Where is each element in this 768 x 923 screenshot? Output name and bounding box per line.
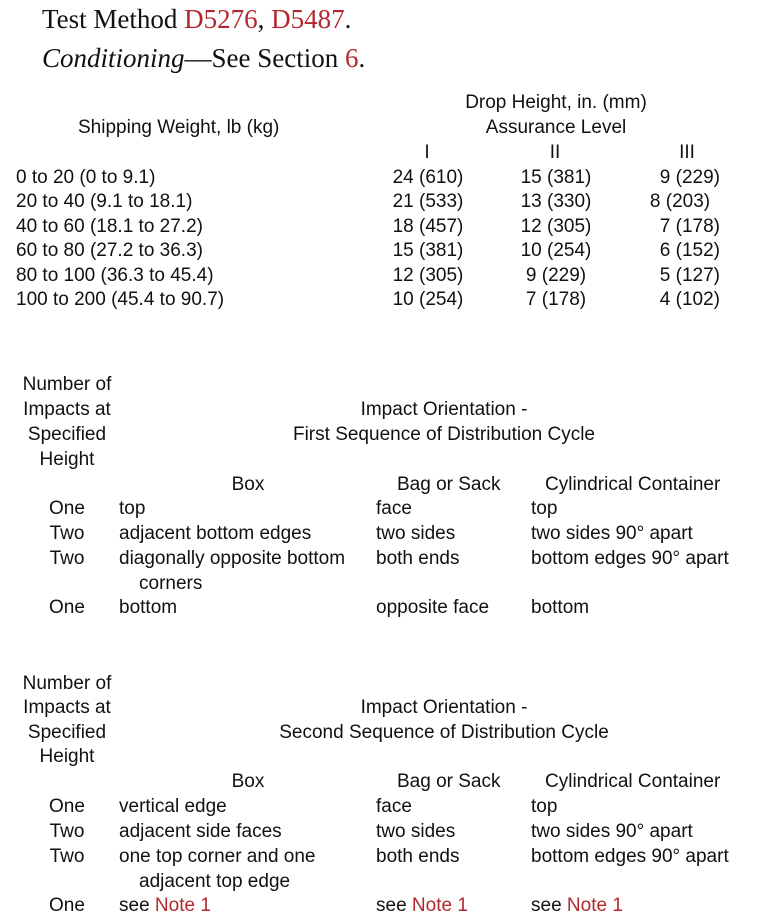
level-header: II bbox=[549, 142, 561, 163]
level2-cell: 13 (330) bbox=[520, 191, 592, 212]
box-cell: vertical edge bbox=[119, 796, 227, 817]
note-1-link[interactable]: Note 1 bbox=[411, 895, 468, 916]
cylinder-cell: top bbox=[531, 796, 558, 817]
bag-cell: opposite face bbox=[376, 597, 490, 618]
num-header: Specified bbox=[27, 424, 107, 445]
num-cell: Two bbox=[49, 846, 85, 867]
separator-text: , bbox=[257, 4, 272, 34]
d5487-link[interactable]: D5487 bbox=[271, 4, 345, 34]
level1-cell: 15 (381) bbox=[392, 240, 464, 261]
box-cell: top bbox=[119, 498, 146, 519]
level1-cell: 10 (254) bbox=[392, 289, 464, 310]
bag-column-header: Bag or Sack bbox=[397, 474, 501, 495]
bag-cell: face bbox=[376, 796, 412, 817]
cylinder-column-header: Cylindrical Container bbox=[545, 771, 721, 792]
num-header: Impacts at bbox=[23, 697, 111, 718]
level2-cell: 7 (178) bbox=[525, 289, 587, 310]
num-header: Specified bbox=[27, 722, 107, 743]
level-header: III bbox=[679, 142, 695, 163]
drop-height-header: Drop Height, in. (mm) bbox=[465, 92, 647, 113]
orientation-title: Impact Orientation - bbox=[360, 697, 528, 718]
box-column-header: Box bbox=[231, 771, 265, 792]
level3-cell: 6 (152) bbox=[659, 240, 720, 261]
cylinder-column-header: Cylindrical Container bbox=[545, 474, 721, 495]
cylinder-cell bbox=[531, 895, 623, 917]
num-header: Height bbox=[39, 449, 95, 470]
orientation-title: Impact Orientation - bbox=[360, 399, 528, 420]
bag-cell bbox=[376, 895, 468, 917]
note-1-link[interactable]: Note 1 bbox=[566, 895, 623, 916]
num-header: Number of bbox=[22, 673, 112, 694]
level3-cell: 5 (127) bbox=[659, 265, 720, 286]
num-cell: One bbox=[49, 498, 85, 519]
d5276-link[interactable]: D5276 bbox=[184, 4, 258, 34]
conditioning-text: —See Section bbox=[184, 43, 345, 73]
bag-cell: face bbox=[376, 498, 412, 519]
num-header: Number of bbox=[22, 374, 112, 395]
assurance-level-header: Assurance Level bbox=[485, 117, 627, 138]
level1-cell: 18 (457) bbox=[392, 216, 464, 237]
level2-cell: 12 (305) bbox=[520, 216, 592, 237]
num-header: Height bbox=[39, 746, 95, 767]
weight-cell: 0 to 20 (0 to 9.1) bbox=[16, 167, 156, 188]
period-text: . bbox=[358, 43, 366, 73]
weight-cell: 60 to 80 (27.2 to 36.3) bbox=[16, 240, 203, 261]
weight-cell: 100 to 200 (45.4 to 90.7) bbox=[16, 289, 225, 310]
cylinder-cell: bottom bbox=[531, 597, 590, 618]
box-cell bbox=[119, 895, 211, 917]
num-cell: One bbox=[49, 597, 85, 618]
cylinder-cell: top bbox=[531, 498, 558, 519]
box-cell: one top corner and one bbox=[119, 846, 316, 867]
bag-cell: both ends bbox=[376, 548, 460, 569]
bag-cell: two sides bbox=[376, 821, 456, 842]
see-text: see bbox=[531, 895, 567, 916]
level2-cell: 15 (381) bbox=[520, 167, 592, 188]
box-cell-continued: corners bbox=[139, 573, 203, 594]
num-cell: Two bbox=[49, 548, 85, 569]
box-cell: adjacent side faces bbox=[119, 821, 282, 842]
see-text: see bbox=[119, 895, 155, 916]
sequence-title: Second Sequence of Distribution Cycle bbox=[279, 722, 609, 743]
box-cell: bottom bbox=[119, 597, 178, 618]
weight-cell: 20 to 40 (9.1 to 18.1) bbox=[16, 191, 193, 212]
test-method-text: Test Method bbox=[42, 4, 185, 34]
weight-cell: 40 to 60 (18.1 to 27.2) bbox=[16, 216, 203, 237]
level3-cell: 8 (203) bbox=[649, 191, 711, 212]
level3-cell: 4 (102) bbox=[659, 289, 720, 310]
conditioning-line bbox=[42, 43, 365, 74]
level3-cell: 7 (178) bbox=[659, 216, 720, 237]
section-6-link[interactable]: 6 bbox=[345, 43, 359, 73]
note-1-link[interactable]: Note 1 bbox=[154, 895, 211, 916]
cylinder-cell: bottom edges 90° apart bbox=[531, 548, 729, 569]
level1-cell: 21 (533) bbox=[392, 191, 464, 212]
shipping-weight-header: Shipping Weight, lb (kg) bbox=[78, 117, 280, 138]
num-header: Impacts at bbox=[23, 399, 111, 420]
box-column-header: Box bbox=[231, 474, 265, 495]
box-cell: diagonally opposite bottom bbox=[119, 548, 346, 569]
num-cell: One bbox=[49, 796, 85, 817]
see-text: see bbox=[376, 895, 412, 916]
level1-cell: 12 (305) bbox=[392, 265, 464, 286]
bag-column-header: Bag or Sack bbox=[397, 771, 501, 792]
level3-cell: 9 (229) bbox=[659, 167, 720, 188]
weight-cell: 80 to 100 (36.3 to 45.4) bbox=[16, 265, 214, 286]
num-cell: Two bbox=[49, 523, 85, 544]
test-method-line bbox=[42, 4, 351, 35]
cylinder-cell: two sides 90° apart bbox=[531, 523, 693, 544]
cylinder-cell: two sides 90° apart bbox=[531, 821, 693, 842]
sequence-title: First Sequence of Distribution Cycle bbox=[292, 424, 595, 445]
box-cell-continued: adjacent top edge bbox=[139, 871, 291, 892]
conditioning-italic: Conditioning bbox=[42, 43, 185, 73]
num-cell: One bbox=[49, 895, 85, 916]
num-cell: Two bbox=[49, 821, 85, 842]
bag-cell: both ends bbox=[376, 846, 460, 867]
level1-cell: 24 (610) bbox=[392, 167, 464, 188]
level2-cell: 9 (229) bbox=[525, 265, 587, 286]
period-text: . bbox=[344, 4, 352, 34]
bag-cell: two sides bbox=[376, 523, 456, 544]
level2-cell: 10 (254) bbox=[520, 240, 592, 261]
box-cell: adjacent bottom edges bbox=[119, 523, 312, 544]
cylinder-cell: bottom edges 90° apart bbox=[531, 846, 729, 867]
level-header: I bbox=[424, 142, 430, 163]
